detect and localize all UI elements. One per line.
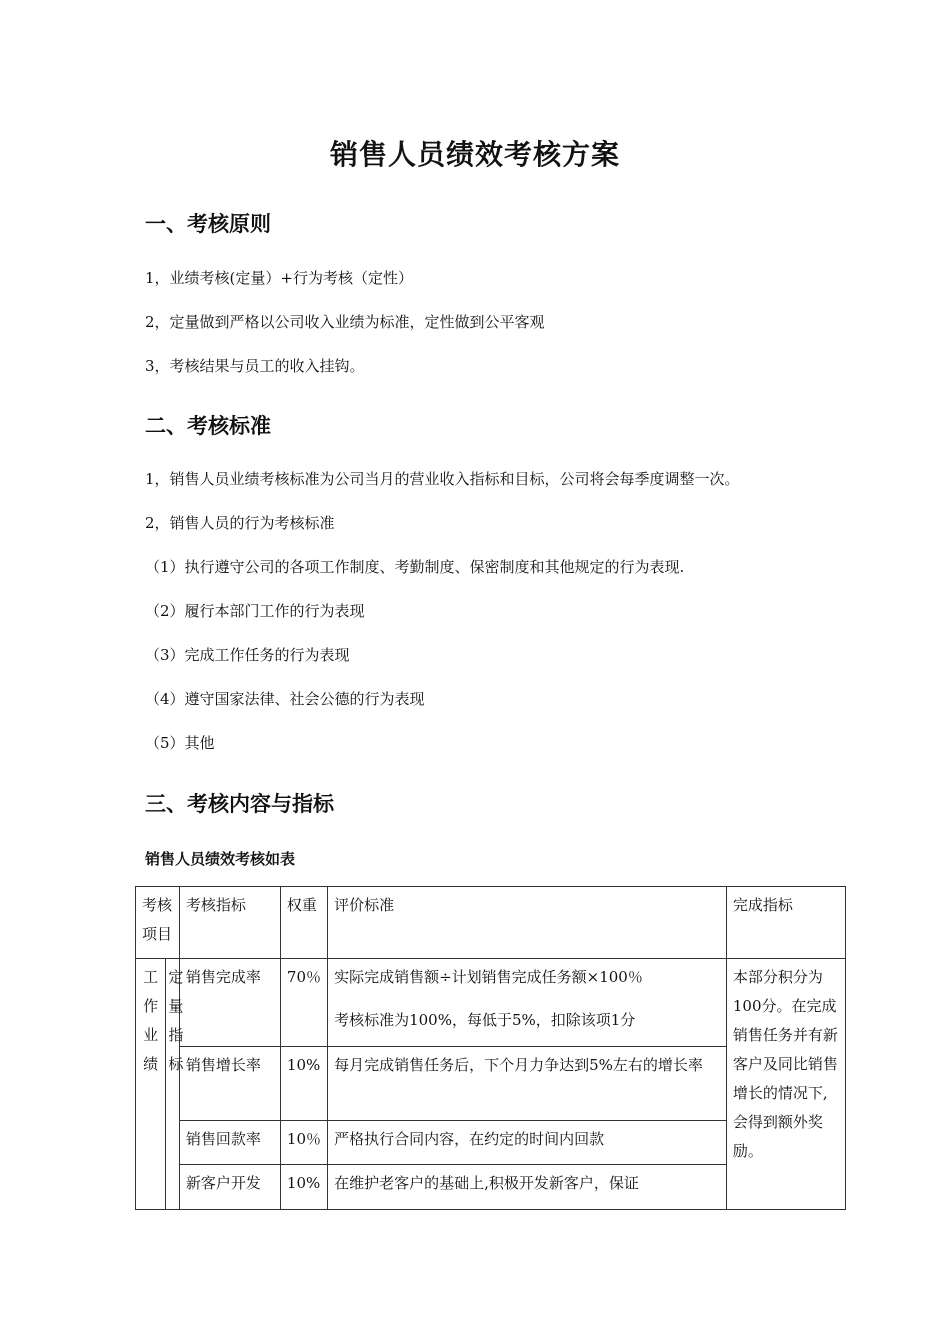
standard-item: 2，销售人员的行为考核标准 [145,514,335,532]
principle-item: 2，定量做到严格以公司收入业绩为标准，定性做到公平客观 [145,313,545,331]
indicator-cell: 新客户开发 [179,1165,280,1210]
table-title: 销售人员绩效考核如表 [145,850,296,868]
section-heading-content: 三、考核内容与指标 [145,792,334,816]
criteria-line: 实际完成销售额÷计划销售完成任务额×100％ [334,968,643,986]
weight-cell: 10% [280,1165,327,1210]
criteria-cell: 每月完成销售任务后，下个月力争达到5%左右的增长率 [328,1047,727,1121]
criteria-cell: 在维护老客户的基础上,积极开发新客户，保证 [328,1165,727,1210]
standard-item: （1）执行遵守公司的各项工作制度、考勤制度、保密制度和其他规定的行为表现. [145,558,685,576]
principle-item: 1，业绩考核(定量）+行为考核（定性） [145,269,413,287]
principle-item: 3，考核结果与员工的收入挂钩。 [145,357,365,375]
kpi-table [135,886,846,1210]
target-cell: 本部分积分为100分。在完成销售任务并有新客户及同比销售增长的情况下,会得到额外奖励。 [726,959,845,1210]
weight-cell: 10% [280,1047,327,1121]
weight-cell: 10％ [280,1121,327,1165]
standard-item: （2）履行本部门工作的行为表现 [145,602,365,620]
document-title: 销售人员绩效考核方案 [329,138,620,171]
table-header-row [136,887,846,959]
indicator-cell: 销售回款率 [179,1121,280,1165]
standard-item: 1，销售人员业绩考核标准为公司当月的营业收入指标和目标，公司将会每季度调整一次。 [145,470,740,488]
criteria-line: 考核标准为100%，每低于5%，扣除该项1分 [334,1011,636,1029]
table-row [136,959,846,1047]
header-indicator: 考核指标 [179,887,280,959]
weight-cell: 70％ [280,959,327,1047]
section-heading-principles: 一、考核原则 [145,212,271,236]
header-item: 考核项目 [136,887,180,959]
standard-item: （4）遵守国家法律、社会公德的行为表现 [145,690,425,708]
indicator-cell: 销售增长率 [179,1047,280,1121]
header-target: 完成指标 [726,887,845,959]
category-cell: 工 作 业 绩 [136,959,166,1210]
header-criteria: 评价标准 [328,887,727,959]
section-heading-standards: 二、考核标准 [145,414,271,438]
criteria-cell [328,959,727,1047]
header-weight: 权重 [280,887,327,959]
indicator-cell: 销售完成率 [179,959,280,1047]
subcategory-cell: 定 量 指 标 [166,959,179,1210]
criteria-cell: 严格执行合同内容，在约定的时间内回款 [328,1121,727,1165]
standard-item: （3）完成工作任务的行为表现 [145,646,350,664]
standard-item: （5）其他 [145,734,215,752]
